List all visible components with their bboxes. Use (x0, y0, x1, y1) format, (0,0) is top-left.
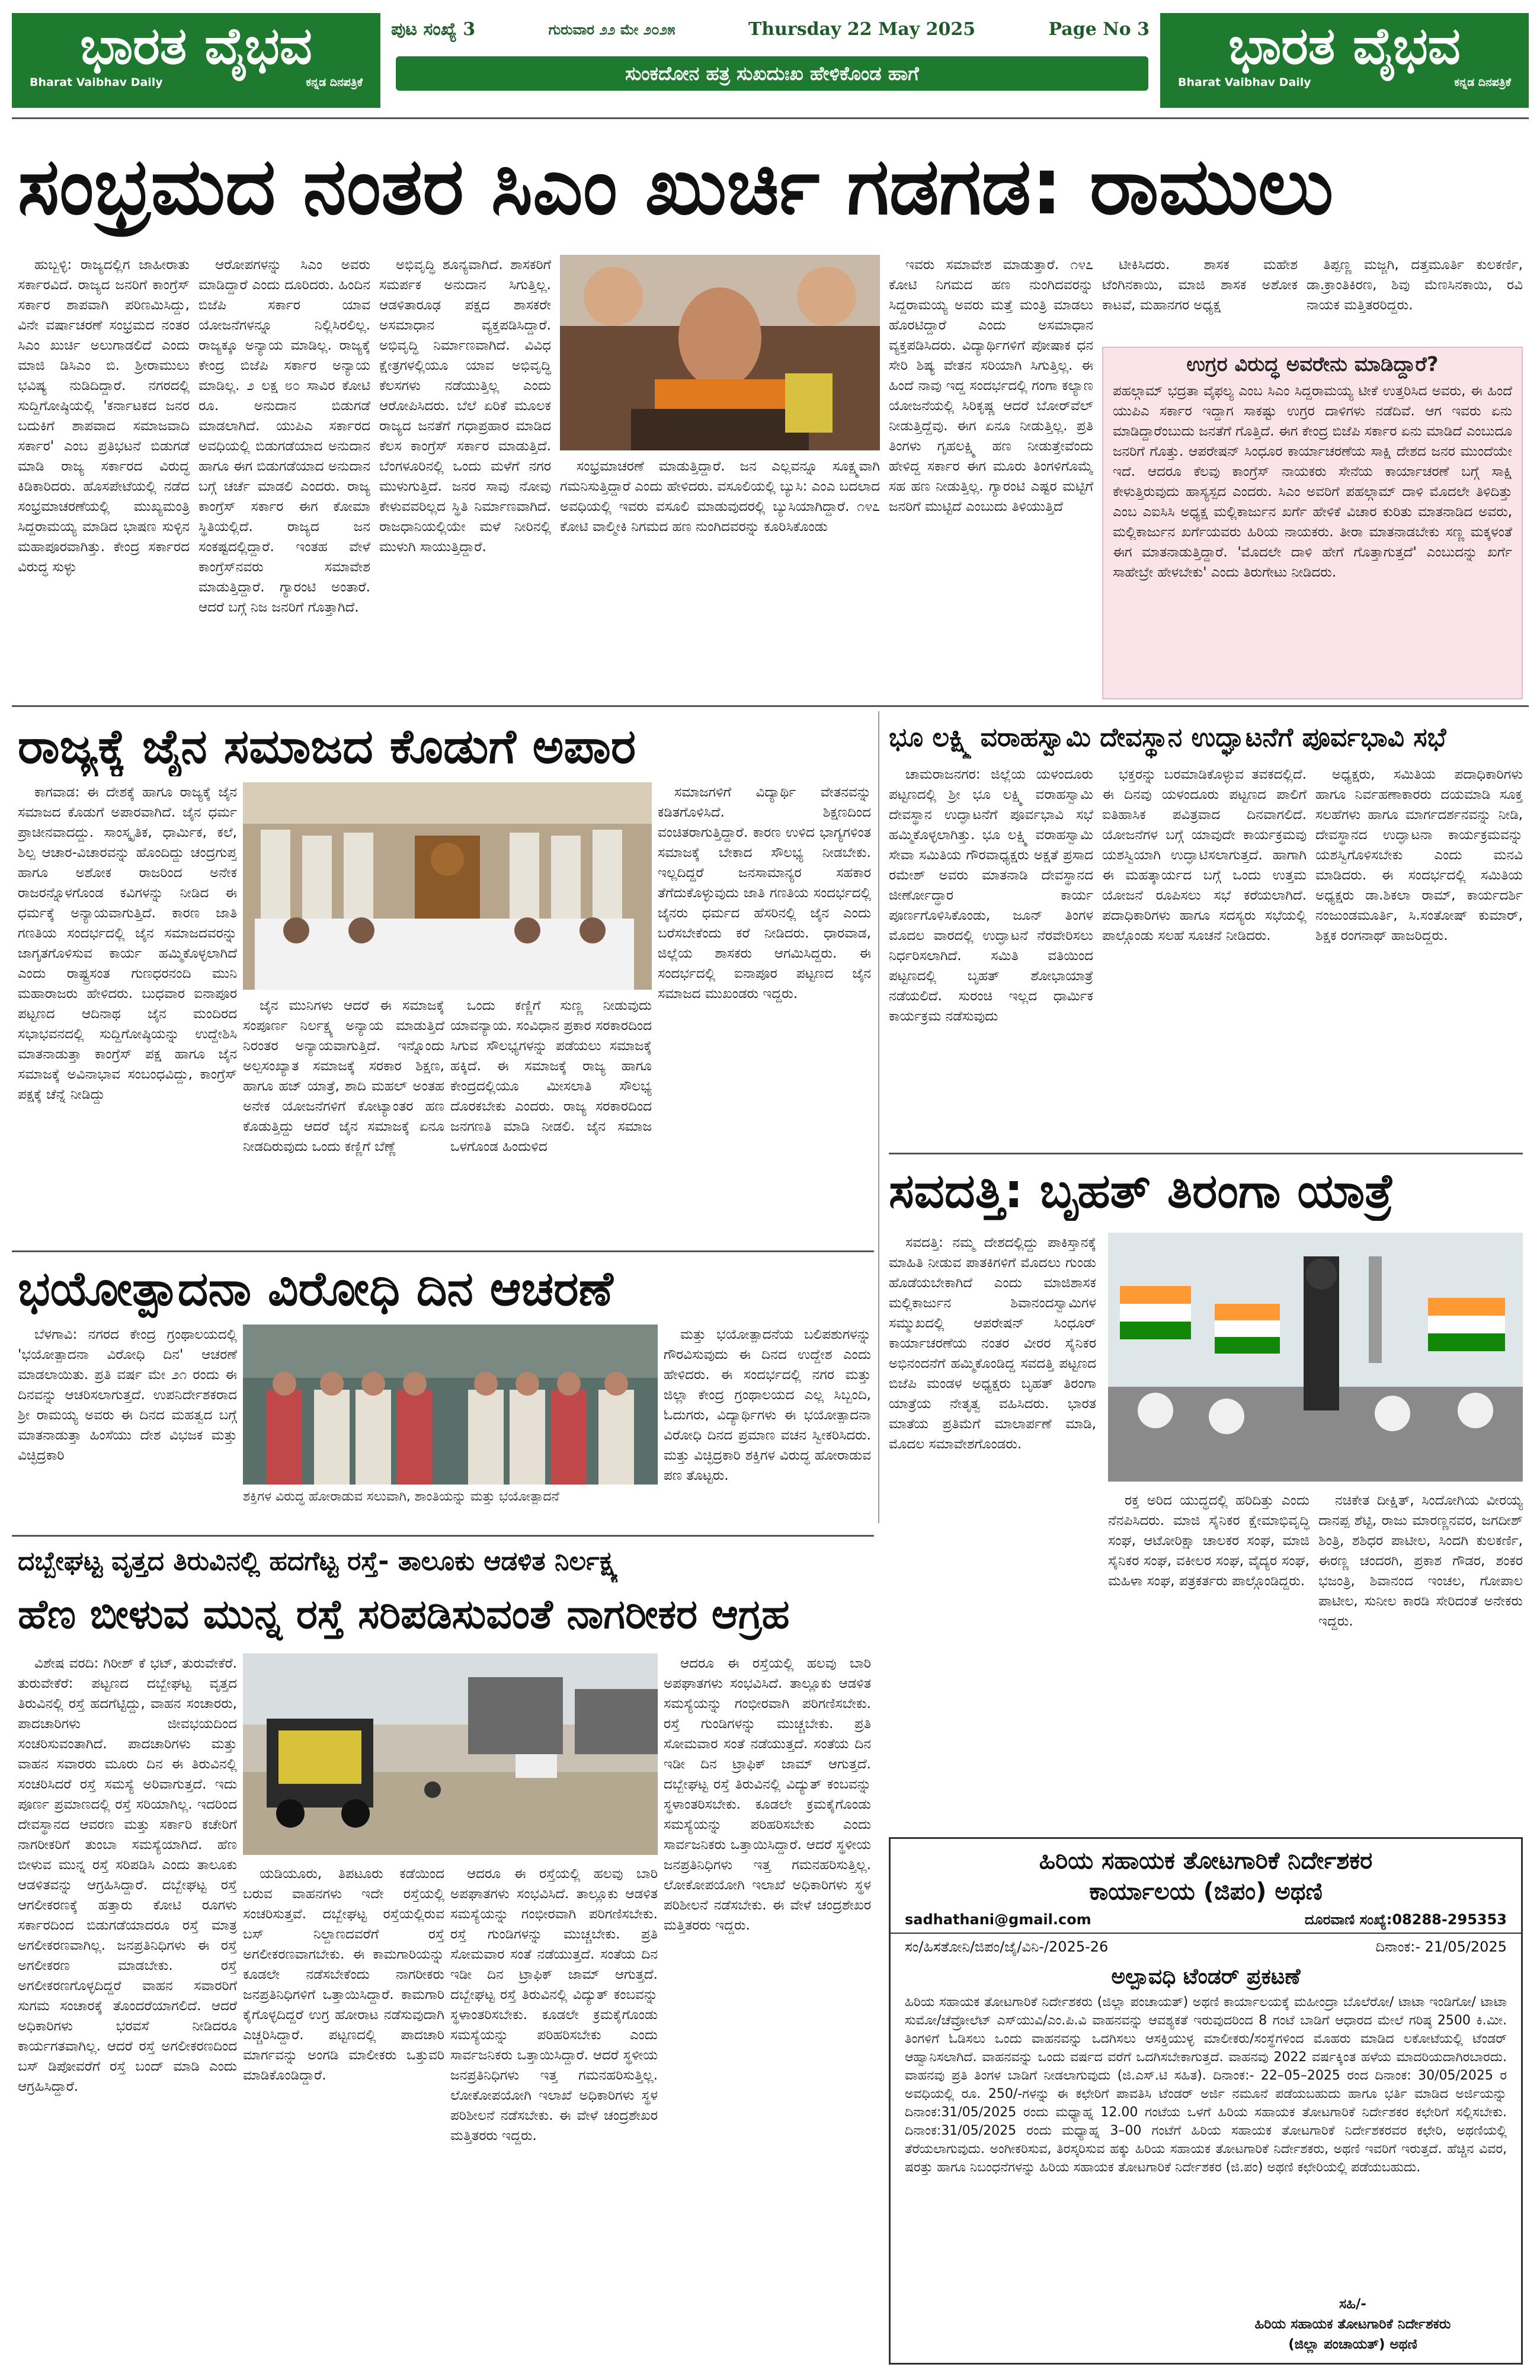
article4-col1-text: ಸವದತ್ತಿ: ನಮ್ಮ ದೇಶದಲ್ಲಿದ್ದು ಪಾಕಿಸ್ತಾನಕ್ಕೆ ಮಾಹಿತಿ ನೀಡುವ ಪಾತಕಿಗಳಿಗೆ ಮೊದಲು ಗುಂಡು ಹೊಡೆಯಬೇಕಾಗಿದೆ ಎಂದು ಮಾಜಿಶಾಸಕ ಮಲ್ಲಿಕಾರ್ಜುನ ಶಿವಾನಂದಸ್ವಾಮಿಗಳ ಸಮ್ಮುಖದಲ್ಲಿ ಆಪರೇಷನ್ ಸಿಂಧೂರ್ ಕಾರ್ಯಾಚರಣೆಯ ನಂತರ ವೀರರ ಸೈನಿಕರ ಅಭಿನಂದನೆಗೆ ಹಮ್ಮಿಕೊಂಡಿದ್ದ ಸವದತ್ತಿ ಪಟ್ಟಣದ ಬಿಜೆಪಿ ಮಂಡಳ ಅಧ್ಯಕ್ಷರು ಬೃಹತ್ ತಿರಂಗಾ ಯಾತ್ರೆಯ ನೇತೃತ್ವ ವಹಿಸಿದರು. ಭಾರತ ಮಾತೆಯ ಪ್ರತಿಮೆಗೆ ಮಾಲಾರ್ಪಣೆ ಮಾಡಿ, ಮೊದಲ ಸಮಾವೇಶಗೊಂಡರು. (889, 1235, 1096, 1452)
article2-headline: ರಾಜ್ಯಕ್ಕೆ ಜೈನ ಸಮಾಜದ ಕೊಡುಗೆ ಅಪಾರ (18, 719, 636, 774)
article1-col3-text: ಅಭಿವೃದ್ಧಿ ಶೂನ್ಯವಾಗಿದೆ. ಶಾಸಕರಿಗೆ ಸಮರ್ಪಕ ಅನುದಾನ ಸಿಗುತ್ತಿಲ್ಲ. ಆಡಳಿತಾರೂಢ ಪಕ್ಷದ ಶಾಸಕರೇ ಅಸಮಾಧಾನ ವ್ಯಕ್ತಪಡಿಸಿದ್ದಾರೆ. ಅಭಿವೃದ್ಧಿ ನಿರ್ಮಾಣವಾಗಿದೆ. ವಿವಿಧ ಕ್ಷೇತ್ರಗಳಲ್ಲಿಯೂ ಯಾವ ಅಭಿವೃದ್ಧಿ ಕೆಲಸಗಳು ನಡೆಯುತ್ತಿಲ್ಲ ಎಂದು ಆರೋಪಿಸಿದರು. ಬೆಲೆ ಏರಿಕೆ ಮೂಲಕ ರಾಜ್ಯದ ಜನತೆಗೆ ಗಧಾಪ್ರಹಾರ ಮಾಡಿದ ಕೆಲಸ ಕಾಂಗ್ರೆಸ್ ಸರ್ಕಾರ ಮಾಡುತ್ತಿದೆ. ಬೆಂಗಳೂರಿನಲ್ಲಿ ಒಂದು ಮಳೆಗೆ ನಗರ ಮುಳುಗುತ್ತಿದೆ. ಜನರ ಸಾವು ನೋವು ಕೇಳುವವರಿಲ್ಲದ ಸ್ಥಿತಿ ನಿರ್ಮಾಣವಾಗಿದೆ. ರಾಜಧಾನಿಯಲ್ಲಿಯೇ ಮಳೆ ನೀರಿನಲ್ಲಿ ಮುಳುಗಿ ಸಾಯುತ್ತಿದ್ದಾರೆ. (379, 257, 551, 555)
divider-3 (12, 1250, 874, 1252)
article5-photo (243, 1325, 658, 1485)
tender-notice (889, 1837, 1523, 2365)
tender-sign1: ಸಹಿ/- (1339, 2296, 1366, 2312)
article6-col4 (664, 1653, 871, 2365)
article6-headline1: ದಬ್ಬೇಘಟ್ಟ ವೃತ್ತದ ತಿರುವಿನಲ್ಲಿ ಹದಗೆಟ್ಟ ರಸ್ತೆ- ತಾಲೂಕು ಆಡಳಿತ ನಿರ್ಲಕ್ಷ್ಯ (18, 1546, 619, 1576)
date-kn: ಗುರುವಾರ ೨೨ ಮೇ ೨೦೨೫ (548, 20, 675, 38)
masthead-subtitle-right (1160, 76, 1529, 89)
page-number-kn: ಪುಟ ಸಂಖ್ಯೆ 3 (391, 18, 476, 40)
article2-col2-text: ಜೈನ ಮುನಿಗಳು ಆದರೆ ಈ ಸಮಾಜಕ್ಕೆ ಸಂಪೂರ್ಣ ನಿರ್ಲಕ್ಷ್ಯ ಅನ್ಯಾಯ ಮಾಡುತ್ತಿದೆ ನಿರಂತರ ಅನ್ಯಾಯವಾಗುತ್ತಿದೆ. ಇನ್ನೊಂದು ಅಲ್ಪಸಂಖ್ಯಾತ ಸಮಾಜಕ್ಕೆ ಸರಕಾರ ಶಿಕ್ಷಣ, ಹಾಗೂ ಹಜ್ ಯಾತ್ರೆ, ಶಾದಿ ಮಹಲ್ ಅಂತಹ ಅನೇಕ ಯೋಜನೆಗಳಿಗೆ ಕೋಟ್ಯಾಂತರ ಹಣ ಕೊಡುತ್ತಿದ್ದು ಆದರೆ ಜೈನ ಸಮಾಜಕ್ಕೆ ಏನೂ ನೀಡದಿರುವುದು ಒಂದು ಕಣ್ಣಿಗೆ ಬೆಣ್ಣೆ (243, 998, 444, 1154)
divider-vertical-1 (878, 711, 879, 1523)
article3-col2 (1102, 764, 1307, 1144)
article4-photo (1108, 1233, 1523, 1482)
tender-ref: ಸಂ/ಹಿಸತೋನಿ/ಜಿಪಂ/ಜೈ/ವಿನಿ-/2025-26 (905, 1938, 1109, 1955)
date-en: Thursday 22 May 2025 (748, 18, 976, 40)
tender-phone: ದೂರವಾಣಿ ಸಂಖ್ಯೆ:08288-295353 (1304, 1911, 1507, 1928)
article6-col4-text: ಆದರೂ ಈ ರಸ್ತೆಯಲ್ಲಿ ಹಲವು ಬಾರಿ ಅಪಘಾತಗಳು ಸಂಭವಿಸಿದೆ. ತಾಲ್ಲೂಕು ಆಡಳಿತ ಸಮಸ್ಯೆಯನ್ನು ಗಂಭೀರವಾಗಿ ಪರಿಗಣಿಸಬೇಕು. ರಸ್ತೆ ಗುಂಡಿಗಳನ್ನು ಮುಚ್ಚಬೇಕು. ಪ್ರತಿ ಸೋಮವಾರ ಸಂತೆ ನಡೆಯುತ್ತದೆ. ಸಂತೆಯ ದಿನ ಇಡೀ ದಿನ ಟ್ರಾಫಿಕ್ ಜಾಮ್ ಆಗುತ್ತದೆ. ದಬ್ಬೇಘಟ್ಟ ರಸ್ತೆ ತಿರುವಿನಲ್ಲಿ ವಿದ್ಯುತ್ ಕಂಬವನ್ನು ಸ್ಥಳಾಂತರಿಸಬೇಕು. ಕೂಡಲೇ ಕ್ರಮಕೈಗೊಂಡು ಸಮಸ್ಯೆಯನ್ನು ಪರಿಹರಿಸಬೇಕು ಎಂದು ಸಾರ್ವಜನಿಕರು ಒತ್ತಾಯಿಸಿದ್ದಾರೆ. ಆದರೆ ಸ್ಥಳೀಯ ಜನಪ್ರತಿನಿಧಿಗಳು ಇತ್ತ ಗಮನಹರಿಸುತ್ತಿಲ್ಲ. ಲೋಕೋಪಯೋಗಿ ಇಲಾಖೆ ಅಧಿಕಾರಿಗಳು ಸ್ಥಳ ಪರಿಶೀಲನೆ ನಡೆಸಬೇಕು. ಈ ವೇಳೆ ಚಂದ್ರಶೇಖರ ಮತ್ತಿತರರು ಇದ್ದರು. (664, 1656, 871, 1933)
article1-col5-text: ಇವರು ಸಮಾವೇಶ ಮಾಡುತ್ತಾರೆ. ೧೪೭ ಕೋಟಿ ನಿಗಮದ ಹಣ ನುಂಗಿದವರನ್ನು ಸಿದ್ದರಾಮಯ್ಯ ಅವರು ಮತ್ತೆ ಮಂತ್ರಿ ಮಾಡಲು ಹೊರಟಿದ್ದಾರೆ ಎಂದು ಅಸಮಾಧಾನ ವ್ಯಕ್ತಪಡಿಸಿದರು. ವಿದ್ಯಾರ್ಥಿಗಳಿಗೆ ಪೋಷಾಕ ಧನ ಸೇರಿ ಶಿಷ್ಯ ವೇತನ ಸರಿಯಾಗಿ ಸಿಗುತ್ತಿಲ್ಲ. ಈ ಹಿಂದೆ ನಾವು ಇದ್ದ ಸಂದರ್ಭದಲ್ಲಿ ಗಂಗಾ ಕಲ್ಯಾಣ ಯೋಜನೆಯಲ್ಲಿ ಸಿರಿಕೃಷ್ಣ ಆದರೆ ಬೋರ್‌ವೆಲ್ ನೀಡುತ್ತಿದ್ದೆವು. ಈಗ ಏನೂ ನೀಡುತ್ತಿಲ್ಲ. ಪ್ರತಿ ತಿಂಗಳು ಗೃಹಲಕ್ಷ್ಮಿ ಹಣ ನೀಡುತ್ತೇವೆಂದು ಹೇಳಿದ್ದ ಸರ್ಕಾರ ಈಗ ಮೂರು ತಿಂಗಳಿಗೊಮ್ಮೆ ಸಹ ಹಣ ನೀಡುತ್ತಿಲ್ಲ. ಗ್ಯಾರಂಟಿ ಎಷ್ಟರ ಮಟ್ಟಿಗೆ ಜನರಿಗೆ ಮುಟ್ಟಿದೆ ಎಂಬುದು ತಿಳಿಯುತ್ತಿದೆ (889, 257, 1093, 514)
article1-col6 (1102, 255, 1298, 338)
header-info (391, 14, 1150, 44)
article1-photo (560, 255, 880, 450)
article2-col3 (450, 996, 652, 1245)
article5-headline: ಭಯೋತ್ಪಾದನಾ ವಿರೋಧಿ ದಿನ ಆಚರಣೆ (18, 1261, 613, 1316)
masthead-sub-kn-right: ಕನ್ನಡ ದಿನಪತ್ರಿಕೆ (1454, 76, 1511, 89)
article5-caption: ಶಕ್ತಿಗಳ ವಿರುದ್ಧ ಹೋರಾಡುವ ಸಲುವಾಗಿ, ಶಾಂತಿಯನ್ನು ಮತ್ತು ಭಯೋತ್ಪಾದನೆ (243, 1489, 559, 1504)
article1-col6-text: ಟೀಕಿಸಿದರು. ಶಾಸಕ ಮಹೇಶ ಟೆಂಗಿನಕಾಯಿ, ಮಾಜಿ ಶಾಸಕ ಅಶೋಕ ಕಾಟವೆ, ಮಹಾನಗರ ಅಧ್ಯಕ್ಷ (1102, 257, 1298, 313)
article6-col1-text: ವಿಶೇಷ ವರದಿ: ಗಿರೀಶ್ ಕೆ ಭಟ್, ತುರುವೇಕೆರೆ. ತುರುವೇಕೆರೆ: ಪಟ್ಟಣದ ದಬ್ಬೇಘಟ್ಟ ವೃತ್ತದ ತಿರುವಿನಲ್ಲಿ ರಸ್ತೆ ಹದಗೆಟ್ಟಿದ್ದು, ವಾಹನ ಸಂಚಾರರು, ಪಾದಚಾರಿಗಳು ಜೀವಭಯದಿಂದ ಸಂಚರಿಸುವಂತಾಗಿದೆ. ಪಾದಚಾರಿಗಳು ಮತ್ತು ವಾಹನ ಸವಾರರು ಮೂರು ದಿನ ಈ ತಿರುವಿನಲ್ಲಿ ಸಂಚರಿಸಿದರೆ ರಸ್ತೆ ಸಮಸ್ಯೆ ಅರಿವಾಗುತ್ತದೆ. ಇದು ಪೂರ್ಣ ಪ್ರಮಾಣದಲ್ಲಿ ರಸ್ತೆ ಸರಿಯಾಗಿಲ್ಲ. ಇದರಿಂದ ದೇವಸ್ಥಾನದ ಆವರಣ ಮತ್ತು ಸರ್ಕಾರಿ ಕಚೇರಿಗೆ ನಾಗರೀಕರಿಗೆ ತುಂಬಾ ಸಮಸ್ಯೆಯಾಗಿದೆ. ಹೆಣ ಬೀಳುವ ಮುನ್ನ ರಸ್ತೆ ಸರಿಪಡಿಸಿ ಎಂದು ತಾಲೂಕು ಆಡಳಿತವನ್ನು ಆಗ್ರಹಿಸಿದ್ದಾರೆ. ದಬ್ಬೇಘಟ್ಟ ರಸ್ತೆ ಆಗಲೀಕರಣಕ್ಕೆ ಹತ್ತಾರು ಕೋಟಿ ರೂಗಳು ಸರ್ಕಾರದಿಂದ ಬಿಡುಗಡೆಯಾದರೂ ರಸ್ತೆ ಮಾತ್ರ ಅಗಲೀಕರಣವಾಗಿಲ್ಲ. ಜನಪ್ರತಿನಿಧಿಗಳು ಈ ರಸ್ತೆ ಅಗಲೀಕರಣ ಮಾಡಬೇಕು. ರಸ್ತೆ ಅಗಲೀಕರಣಗೊಳ್ಳದಿದ್ದರೆ ವಾಹನ ಸವಾರರಿಗೆ ಸುಗಮ ಸಂಚಾರಕ್ಕೆ ತೊಂದರೆಯಾಗಲಿದೆ. ಆದರೆ ಅಧಿಕಾರಿಗಳು ಭರವಸೆ ನೀಡಿದರೂ ಕಾರ್ಯಗತವಾಗಿಲ್ಲ. ಆದರೆ ರಸ್ತೆ ಅಗಲೀಕರಣದಿಂದ ಬಸ್ ಡಿಪೋವರೆಗೆ ರಸ್ತೆ ಬಂದ್ ಮಾಡಿ ಎಂದು ಆಗ್ರಹಿಸಿದ್ದಾರೆ. (18, 1656, 237, 2094)
article1-col1 (18, 255, 190, 699)
masthead-sub-kn: ಕನ್ನಡ ದಿನಪತ್ರಿಕೆ (306, 76, 363, 89)
masthead-right (1160, 13, 1529, 108)
article3-col1 (889, 764, 1093, 1144)
article1-col1-text: ಹುಬ್ಬಳ್ಳಿ: ರಾಜ್ಯದಲ್ಲಿಗ ಜಾಹೀರಾತು ಸರ್ಕಾರವಿದೆ. ರಾಜ್ಯದ ಜನರಿಗೆ ಕಾಂಗ್ರೆಸ್ ಸರ್ಕಾರ ಶಾಪವಾಗಿ ಪರಿಣಮಿಸಿದ್ದು, ವಿನೇ ವರ್ಷಾಚರಣೆ ಸಂಭ್ರಮದ ನಂತರ ಸಿಎಂ ಖುರ್ಚಿ ಅಲುಗಾಡಲಿದೆ ಎಂದು ಮಾಜಿ ಡಿಸಿಎಂ ಬಿ. ಶ್ರೀರಾಮುಲು ಭವಿಷ್ಯ ನುಡಿದಿದ್ದಾರೆ. ನಗರದಲ್ಲಿ ಸುದ್ದಿಗೋಷ್ಠಿಯಲ್ಲಿ 'ಕರ್ನಾಟಕದ ಜನರ ಬದುಕಿಗೆ ಶಾಪವಾದ ಸಮಾಜವಾದಿ ಸರ್ಕಾರ' ಎಂಬ ಪ್ರತಿಭಟನೆ ಬಿಡುಗಡೆ ಮಾಡಿ ರಾಜ್ಯ ಸರ್ಕಾರದ ವಿರುದ್ಧ ಕಿಡಿಕಾರಿದರು. ಹೊಸಪೇಟೆಯಲ್ಲಿ ನಡೆದ ಸಂಭ್ರಮಾಚರಣೆಯಲ್ಲಿ ಮುಖ್ಯಮಂತ್ರಿ ಸಿದ್ದರಾಮಯ್ಯ ಮಾಡಿದ ಭಾಷಣ ಸುಳ್ಳಿನ ಮಹಾಪೂರವಾಗಿತ್ತು. ಕೇಂದ್ರ ಸರ್ಕಾರದ ವಿರುದ್ಧ ಸುಳ್ಳು (18, 257, 190, 575)
article2-col3-text: ಒಂದು ಕಣ್ಣಿಗೆ ಸುಣ್ಣ ನೀಡುವುದು ಯಾವನ್ಯಾಯ. ಸಂವಿಧಾನ ಪ್ರಕಾರ ಸರಕಾರದಿಂದ ಸಿಗುವ ಸೌಲಭ್ಯಗಳನ್ನು ಪಡೆಯಲು ಸಮಾಜಕ್ಕೆ ಹಕ್ಕಿದೆ. ಈ ಸಮಾಜಕ್ಕೆ ರಾಜ್ಯ ಹಾಗೂ ಕೇಂದ್ರದಲ್ಲಿಯೂ ಮೀಸಲಾತಿ ಸೌಲಭ್ಯ ದೊರಕಬೇಕು ಎಂದರು. ರಾಜ್ಯ ಸರಕಾರದಿಂದ ಜನಗಣತಿ ಮಾಡಿ ನೀಡಲಿ. ಜೈನ ಸಮಾಜ ಒಳಗೊಂಡ ಹಿಂದುಳಿದ (450, 998, 652, 1154)
article1-col2 (198, 255, 370, 699)
article4-col3-text: ನಚಿಕೇತ ದೀಕ್ಷಿತ್, ಸಿಂದೋಗಿಯ ವೀರಯ್ಯ ದಾನಪ್ಪ ಶೆಟ್ಟಿ, ರಾಜು ಮಾರಣ್ಣನವರ, ಜಗದೀಶ್ ಶಿಂತ್ರಿ, ಶಶಿಧರ ಪಾಟೀಲ, ಸಿಂದಗಿ ಕುಲಕರ್ಣಿ, ಈರಣ್ಣ ಚಂದರಗಿ, ಪ್ರಕಾಶ ಗೌಡರ, ಶಂಕರ ಭಜಂತ್ರಿ, ಶಿವಾನಂದ ಇಂಚಲ, ಗೋಪಾಲ ಪಾಟೀಲ, ಸುನೀಲ ಕಾರಡಿ ಸೇರಿದಂತೆ ಅನೇಕರು ಇದ್ದರು. (1318, 1493, 1523, 1629)
article6-col1 (18, 1653, 237, 2365)
tender-date: ದಿನಾಂಕ:- 21/05/2025 (1375, 1938, 1507, 1955)
sidebar-box (1102, 347, 1523, 699)
tender-ref-row (891, 1938, 1521, 1955)
article2-col1-text: ಕಾಗವಾಡ: ಈ ದೇಶಕ್ಕೆ ಹಾಗೂ ರಾಜ್ಯಕ್ಕೆ ಜೈನ ಸಮಾಜದ ಕೊಡುಗೆ ಅಪಾರವಾಗಿದೆ. ಜೈನ ಧರ್ಮ ಪ್ರಾಚೀನವಾದದ್ದು. ಸಾಂಸ್ಕೃತಿಕ, ಧಾರ್ಮಿಕ, ಕಲೆ, ಶಿಲ್ಪ ಆಚಾರ-ವಿಚಾರವನ್ನು ಹೊಂದಿದ್ದು ಚಂದ್ರಗುಪ್ತ ಹಾಗೂ ಅಶೋಕ ರಾಜರಿಂದ ಅನೇಕ ರಾಜರನ್ನೊಳಗೊಂಡ ಕವಿಗಳನ್ನು ನೀಡಿದ ಈ ಧರ್ಮಕ್ಕೆ ಅನ್ಯಾಯವಾಗುತ್ತಿದೆ. ಕಾರಣ ಜಾತಿ ಗಣತಿಯ ಸಂದರ್ಭದಲ್ಲಿ ಜೈನ ಸಮಾಜದವರನ್ನು ಜಾಗೃತಗೊಳಿಸುವ ಕಾರ್ಯ ಹಮ್ಮಿಕೊಳ್ಳಲಾಗಿದೆ ಎಂದು ರಾಷ್ಟ್ರಸಂತ ಗುಣಧರನಂದಿ ಮುನಿ ಮಹಾರಾಜರು ಹೇಳಿದರು. ಬುಧವಾರ ಐನಾಪೂರ ಪಟ್ಟಣದ ಆದಿನಾಥ ಜೈನ ಮಂದಿರದ ಸಭಾಭವನದಲ್ಲಿ ಸುದ್ದಿಗೋಷ್ಠಿಯನ್ನು ಉದ್ದೇಶಿಸಿ ಮಾತನಾಡುತ್ತಾ ಕಾಂಗ್ರೆಸ್ ಪಕ್ಷ ಹಾಗೂ ಜೈನ ಸಮಾಜಕ್ಕೆ ಅವಿನಾಭಾವ ಸಂಬಂಧವಿದ್ದು, ಕಾಂಗ್ರೆಸ್ ಪಕ್ಷಕ್ಕೆ ಚೆನ್ನೆ ನೀಡಿದ್ದು (18, 785, 237, 1102)
article1-headline: ಸಂಭ್ರಮದ ನಂತರ ಸಿಎಂ ಖುರ್ಚಿ ಗಡಗಡ: ರಾಮುಲು (18, 141, 1334, 232)
article2-col2 (243, 996, 444, 1245)
article6-col2-text: ಯಡಿಯೂರು, ತಿಪಟೂರು ಕಡೆಯಿಂದ ಬರುವ ವಾಹನಗಳು ಇದೇ ರಸ್ತೆಯಲ್ಲಿ ಸಂಚರಿಸುತ್ತವೆ. ದಬ್ಬೇಘಟ್ಟ ರಸ್ತೆಯಲ್ಲಿರುವ ಬಸ್ ನಿಲ್ದಾಣದವರೆಗೆ ರಸ್ತೆ ಅಗಲೀಕರಣವಾಗಬೇಕು. ಈ ಕಾಮಗಾರಿಯನ್ನು ಕೂಡಲೇ ನಡೆಸಬೇಕೆಂದು ನಾಗರೀಕರು ಜನಪ್ರತಿನಿಧಿಗಳಿಗೆ ಒತ್ತಾಯಿಸಿದ್ದಾರೆ. ಕಾಮಗಾರಿ ಕೈಗೊಳ್ಳದಿದ್ದರೆ ಉಗ್ರ ಹೋರಾಟ ನಡೆಸುವುದಾಗಿ ಎಚ್ಚರಿಸಿದ್ದಾರೆ. ಪಟ್ಟಣದಲ್ಲಿ ಪಾದಚಾರಿ ಮಾರ್ಗವನ್ನು ಅಂಗಡಿ ಮಾಲೀಕರು ಒತ್ತುವರಿ ಮಾಡಿಕೊಂಡಿದ್ದಾರೆ. (243, 1866, 444, 2083)
slogan-banner: ಸುಂಕದೋನ ಹತ್ರ ಸುಖದುಃಖ ಹೇಳಿಕೊಂಡ ಹಾಗೆ (396, 56, 1148, 91)
speaker-photo (560, 255, 880, 450)
tender-body: ಹಿರಿಯ ಸಹಾಯಕ ತೋಟಗಾರಿಕೆ ನಿರ್ದೇಶಕರು (ಜಿಲ್ಲಾ ಪಂಚಾಯತ್) ಅಥಣಿ ಕಾರ್ಯಾಲಯಕ್ಕೆ ಮಹೀಂದ್ರಾ ಬೊಲೆರೋ/ ಟಾಟಾ ಇಂಡಿಗೋ/ ಟಾಟಾ ಸುಮೋ/ಚೆವ್ರೋಲೆಟ್ ಎಸ್‌ಯುವಿ/ಎಂ.ಪಿ.ವಿ ವಾಹನವನ್ನು ಆವಶ್ಯಕತೆ ಇರುವುದರಿಂದ 8 ಗಂಟೆ ಬಾಡಿಗೆ ಆಧಾರದ ಮೇಲೆ ಗರಿಷ್ಠ 2500 ಕಿ.ಮೀ. ತಿಂಗಳಿಗೆ ಓಡಿಸಲು ಒಂದು ವಾಹನವನ್ನು ಒದಗಿಸಲು ಆಸಕ್ತಿಯುಳ್ಳ ಮಾಲೀಕರು/ಸಂಸ್ಥೆಗಳಿಂದ ಮೊಹರು ಮಾಡಿದ ಲಕೋಟೆಯಲ್ಲಿ ಟೆಂಡರ್ ಆಹ್ವಾನಿಸಲಾಗಿದೆ. ವಾಹನವನ್ನು ಒಂದು ವರ್ಷದ ವರೆಗೆ ಒದಗಿಸಬೇಕಾಗುತ್ತದೆ. ವಾಹನವು 2022 ವರ್ಷಕ್ಕಿಂತ ಹಳೆಯ ಮಾದರಿಯದಾಗಿರಬಾರದು. ವಾಹನವು ಪ್ರತಿ ತಿಂಗಳ ಬಾಡಿಗೆ ನೀಡಲಾಗುವುದು (ಜಿ.ಎಸ್.ಟಿ ಸಹಿತ). ದಿನಾಂಕ:- 22–05–2025 ರಂದ ದಿನಾಂಕ: 30/05/2025 ರ ಅವಧಿಯಲ್ಲಿ ರೂ. 250/-ಗಳನ್ನು ಈ ಕಛೇರಿಗೆ ಪಾವತಿಸಿ ಟೆಂಡರ್ ಅರ್ಜಿ ನಮೂನೆ ಪಡೆಯಬಹುದು ಹಾಗೂ ಭರ್ತಿ ಮಾಡಿದ ಅರ್ಜಿಯನ್ನು ದಿನಾಂಕ:31/05/2025 ರಂದು ಮಧ್ಯಾಹ್ನ 12.00 ಗಂಟೆಯ ಒಳಗೆ ಹಿರಿಯ ಸಹಾಯಕ ತೋಟಗಾರಿಕೆ ನಿರ್ದೇಶಕರ ಕಛೇರಿಗೆ ಸಲ್ಲಿಸಬೇಕು. ದಿನಾಂಕ:31/05/2025 ರಂದು ಮಧ್ಯಾಹ್ನ 3–00 ಗಂಟೆಗೆ ಹಿರಿಯ ಸಹಾಯಕ ತೋಟಗಾರಿಕೆ ನಿರ್ದೇಶಕರವರ ಕಛೇರಿ, ಅಥಣಿಯಲ್ಲಿ ತೆರೆಯಲಾಗುವುದು. ಅಂಗೀಕರಿಸುವ, ತಿರಸ್ಕರಿಸುವ ಹಕ್ಕು ಹಿರಿಯ ಸಹಾಯಕ ತೋಟಗಾರಿಕೆ ನಿರ್ದೇಶಕರು, ಅಥಣಿ ಇವರಿಗೆ ಇರುತ್ತದೆ. ಹೆಚ್ಚಿನ ವಿವರ, ಷರತ್ತು ಹಾಗೂ ನಿಬಂಧನೆಗಳನ್ನು ಹಿರಿಯ ಸಹಾಯಕ ತೋಟಗಾರಿಕೆ ನಿರ್ದೇಶಕರ (ಜಿ.ಪಂ) ಅಥಣಿ ಕಛೇರಿಯಲ್ಲಿ ಪಡೆಯಬಹುದು. (905, 1995, 1507, 2175)
article3-col3 (1315, 764, 1523, 1144)
divider-2 (889, 1153, 1523, 1154)
article2-col1 (18, 782, 237, 1245)
masthead-sub-en: Bharat Vaibhav Daily (30, 76, 163, 89)
masthead-title: ಭಾರತ ವೈಭವ (80, 16, 312, 76)
tender-title: ಅಲ್ಪಾವಧಿ ಟೆಂಡರ್ ಪ್ರಕಟಣೆ (1111, 1965, 1301, 1989)
article2-col4-text: ಸಮಾಜಗಳಿಗೆ ವಿದ್ಯಾರ್ಥಿ ವೇತನವನ್ನು ಕಡಿತಗೊಳಿಸಿದೆ. ಶಿಕ್ಷಣದಿಂದ ವಂಚಿತರಾಗುತ್ತಿದ್ದಾರೆ. ಕಾರಣ ಉಳಿದ ಭಾಗ್ಯಗಳಿಂತ ಸಮಾಜಕ್ಕೆ ಬೇಕಾದ ಸೌಲಭ್ಯ ನೀಡಬೇಕು. ಇಲ್ಲದಿದ್ದರೆ ಜನಸಾಮಾನ್ಯರ ಸಹಕಾರ ತೆಗೆದುಕೊಳ್ಳುವುದು ಜಾತಿ ಗಣತಿಯ ಸಂದರ್ಭದಲ್ಲಿ ಜೈನರು ಧರ್ಮದ ಹೆಸರಿನಲ್ಲಿ ಜೈನ ಎಂದು ಬರೆಸಬೇಕೆಂದು ಕರೆ ನೀಡಿದರು. ಧಾರವಾಡ, ಜಿಲ್ಲೆಯ ಶಾಸಕರು ಆಗಮಿಸಿದ್ದರು. ಈ ಸಂದರ್ಭದಲ್ಲಿ ಐನಾಪೂರ ಪಟ್ಟಣದ ಜೈನ ಸಮಾಜದ ಮುಖಂಡರು ಇದ್ದರು. (658, 785, 871, 1002)
library-group-photo (243, 1325, 658, 1485)
sidebar-box-heading: ಉಗ್ರರ ವಿರುದ್ಧ ಅವರೇನು ಮಾಡಿದ್ದಾರೆ? (1186, 353, 1439, 376)
article6-photo (243, 1653, 658, 1855)
article4-col1 (889, 1233, 1096, 1825)
article6-col2 (243, 1864, 444, 2365)
masthead-title-right: ಭಾರತ ವೈಭವ (1228, 16, 1461, 76)
article6-col3-text: ಆದರೂ ಈ ರಸ್ತೆಯಲ್ಲಿ ಹಲವು ಬಾರಿ ಅಪಘಾತಗಳು ಸಂಭವಿಸಿದೆ. ತಾಲ್ಲೂಕು ಆಡಳಿತ ಸಮಸ್ಯೆಯನ್ನು ಗಂಭೀರವಾಗಿ ಪರಿಗಣಿಸಬೇಕು. ರಸ್ತೆ ಗುಂಡಿಗಳನ್ನು ಮುಚ್ಚಬೇಕು. ಪ್ರತಿ ಸೋಮವಾರ ಸಂತೆ ನಡೆಯುತ್ತದೆ. ಸಂತೆಯ ದಿನ ಇಡೀ ದಿನ ಟ್ರಾಫಿಕ್ ಜಾಮ್ ಆಗುತ್ತದೆ. ದಬ್ಬೇಘಟ್ಟ ರಸ್ತೆ ತಿರುವಿನಲ್ಲಿ ವಿದ್ಯುತ್ ಕಂಬವನ್ನು ಸ್ಥಳಾಂತರಿಸಬೇಕು. ಕೂಡಲೇ ಕ್ರಮಕೈಗೊಂಡು ಸಮಸ್ಯೆಯನ್ನು ಪರಿಹರಿಸಬೇಕು ಎಂದು ಸಾರ್ವಜನಿಕರು ಒತ್ತಾಯಿಸಿದ್ದಾರೆ. ಆದರೆ ಸ್ಥಳೀಯ ಜನಪ್ರತಿನಿಧಿಗಳು ಇತ್ತ ಗಮನಹರಿಸುತ್ತಿಲ್ಲ. ಲೋಕೋಪಯೋಗಿ ಇಲಾಖೆ ಅಧಿಕಾರಿಗಳು ಸ್ಥಳ ಪರಿಶೀಲನೆ ನಡೆಸಬೇಕು. ಈ ವೇಳೆ ಚಂದ್ರಶೇಖರ ಮತ್ತಿತರರು ಇದ್ದರು. (450, 1866, 658, 2144)
article2-photo (243, 782, 652, 990)
article1-col7-text: ತಿಪ್ಪಣ್ಣ ಮಜ್ಜಗಿ, ದತ್ತಮೂರ್ತಿ ಕುಲಕರ್ಣಿ, ಡಾ.ಕ್ರಾಂತಿಕಿರಣ, ಶಿವು ಮೆಣಸಿನಕಾಯಿ, ರವಿ ನಾಯಕ ಮತ್ತಿತರರಿದ್ದರು. (1307, 257, 1523, 313)
article5-col2-text: ಮತ್ತು ಭಯೋತ್ಪಾದನೆಯ ಬಲಿಪಶುಗಳನ್ನು ಗೌರವಿಸುವುದು ಈ ದಿನದ ಉದ್ದೇಶ ಎಂದು ಹೇಳಿದರು. ಈ ಸಂದರ್ಭದಲ್ಲಿ ನಗರ ಮತ್ತು ಜಿಲ್ಲಾ ಕೇಂದ್ರ ಗ್ರಂಥಾಲಯದ ಎಲ್ಲ ಸಿಬ್ಬಂದಿ, ಓದುಗರು, ವಿದ್ಯಾರ್ಥಿಗಳು ಈ ಭಯೋತ್ಪಾದನಾ ವಿರೋಧಿ ದಿನದ ಪ್ರಮಾಣ ವಚನ ಸ್ವೀಕರಿಸಿದರು. ಮತ್ತು ವಿಚ್ಛಿದ್ರಕಾರಿ ಶಕ್ತಿಗಳ ವಿರುದ್ಧ ಹೋರಾಡುವ ಪಣ ತೊಟ್ಟರು. (664, 1327, 871, 1483)
masthead-left (12, 13, 380, 108)
article4-headline: ಸವದತ್ತಿ: ಬೃಹತ್ ತಿರಂಗಾ ಯಾತ್ರೆ (889, 1163, 1394, 1218)
tender-office-line1: ಹಿರಿಯ ಸಹಾಯಕ ತೋಟಗಾರಿಕೆ ನಿರ್ದೇಶಕರ (1039, 1847, 1373, 1874)
article5-col1 (18, 1325, 237, 1526)
article5-col1-text: ಬೆಳಗಾವಿ: ನಗರದ ಕೇಂದ್ರ ಗ್ರಂಥಾಲಯದಲ್ಲಿ 'ಭಯೋತ್ಪಾದನಾ ವಿರೋಧಿ ದಿನ' ಆಚರಣೆ ಮಾಡಲಾಯಿತು. ಪ್ರತಿ ವರ್ಷ ಮೇ ೨೧ ರಂದು ಈ ದಿನವನ್ನು ಆಚರಿಸಲಾಗುತ್ತದೆ. ಉಪನಿರ್ದೇಶಕರಾದ ಶ್ರೀ ರಾಮಯ್ಯ ಅವರು ಈ ದಿನದ ಮಹತ್ವದ ಬಗ್ಗೆ ಮಾತನಾಡುತ್ತಾ ಹಿಂಸೆಯು ದೇಶ ವಿಭಜಕ ಮತ್ತು ವಿಚ್ಛಿದ್ರಕಾರಿ (18, 1327, 237, 1463)
page-number-en: Page No 3 (1048, 18, 1150, 40)
article3-col3-text: ಅಧ್ಯಕ್ಷರು, ಸಮಿತಿಯ ಪದಾಧಿಕಾರಿಗಳು ಹಾಗೂ ನಿರ್ವಹಣಾಕಾರರು ದಯಮಾಡಿ ಸೂಕ್ತ ಸಲಹೆಗಳು ಹಾಗೂ ಮಾರ್ಗದರ್ಶನವನ್ನು ನೀಡಿ, ದೇವಸ್ಥಾನದ ಉದ್ಘಾಟನಾ ಕಾರ್ಯಕ್ರಮವನ್ನು ಯಶಸ್ವಿಗೊಳಿಸಬೇಕು ಎಂದು ಮನವಿ ಮಾಡಿದರು. ಈ ಸಂದರ್ಭದಲ್ಲಿ ಸಮಿತಿಯ ಅಧ್ಯಕ್ಷರು ಡಾ.ಶಿಕಲಾ ರಾಮ್, ಕಾರ್ಯದರ್ಶಿ ನಂಜುಂಡಮೂರ್ತಿ, ಸಿ.ಸಂತೋಷ್ ಕುಮಾರ್, ಶಿಕ್ಷಕ ರಂಗನಾಥ್ ಹಾಜರಿದ್ದರು. (1315, 767, 1523, 943)
masthead-divider (12, 117, 1529, 119)
article2-col4 (658, 782, 871, 1245)
article1-col3 (379, 255, 551, 699)
article1-col7 (1307, 255, 1523, 338)
article3-headline: ಭೂ ಲಕ್ಷ್ಮಿ ವರಾಹಸ್ವಾಮಿ ದೇವಸ್ಥಾನ ಉದ್ಘಾಟನೆಗೆ ಪೂರ್ವಭಾವಿ ಸಭೆ (889, 722, 1446, 753)
article6-col3 (450, 1864, 658, 2365)
tender-contact-row (891, 1905, 1521, 1928)
article1-col2-text: ಆರೋಪಗಳನ್ನು ಸಿಎಂ ಅವರು ಮಾಡಿದ್ದಾರೆ ಎಂದು ದೂರಿದರು. ಹಿಂದಿನ ಬಿಜೆಪಿ ಸರ್ಕಾರ ಯಾವ ಯೋಜನೆಗಳನ್ನೂ ನಿಲ್ಲಿಸಿರಲಿಲ್ಲ. ರಾಜ್ಯಕ್ಕೂ ಅನ್ಯಾಯ ಮಾಡಿಲ್ಲ. ರಾಜ್ಯಕ್ಕೆ ಕೇಂದ್ರ ಬಿಜೆಪಿ ಸರ್ಕಾರ ಅನ್ಯಾಯ ಮಾಡಿಲ್ಲ. ೨ ಲಕ್ಷ ೮೦ ಸಾವಿರ ಕೋಟಿ ರೂ. ಅನುದಾನ ಬಿಡುಗಡೆ ಮಾಡಲಾಗಿದೆ. ಯುಪಿಎ ಸರ್ಕಾರದ ಅವಧಿಯಲ್ಲಿ ಬಿಡುಗಡೆಯಾದ ಅನುದಾನ ಹಾಗೂ ಈಗ ಬಿಡುಗಡೆಯಾದ ಅನುದಾನ ಬಗ್ಗೆ ಚರ್ಚೆ ಮಾಡಲಿ ಎಂದರು. ರಾಜ್ಯ ಕಾಂಗ್ರೆಸ್ ಸರ್ಕಾರ ಈಗ ಕೋಮಾ ಸ್ಥಿತಿಯಲ್ಲಿದೆ. ರಾಜ್ಯದ ಜನ ಸಂಕಷ್ಟದಲ್ಲಿದ್ದಾರೆ. ಇಂತಹ ವೇಳೆ ಕಾಂಗ್ರೆಸ್‌ನವರು ಸಮಾವೇಶ ಮಾಡುತ್ತಿದ್ದಾರೆ. ಗ್ಯಾರಂಟಿ ಅಂತಾರೆ. ಆದರೆ ಬಗ್ಗೆ ನಿಜ ಜನರಿಗೆ ಗೊತ್ತಾಗಿದೆ. (198, 257, 370, 615)
masthead-subtitle (12, 76, 380, 89)
article4-col3 (1318, 1490, 1523, 1825)
article4-col2 (1108, 1490, 1310, 1825)
article5-col2 (664, 1325, 871, 1526)
road-photo (243, 1653, 658, 1855)
article6-headline2: ಹೆಣ ಬೀಳುವ ಮುನ್ನ ರಸ್ತೆ ಸರಿಪಡಿಸುವಂತೆ ನಾಗರೀಕರ ಆಗ್ರಹ (18, 1591, 790, 1638)
tender-sign3: (ಜಿಲ್ಲಾ ಪಂಚಾಯತ್) ಅಥಣಿ (1288, 2337, 1417, 2352)
article1-col5 (889, 255, 1093, 699)
tender-email[interactable]: sadhathani@gmail.com (905, 1911, 1091, 1928)
divider-4 (12, 1535, 874, 1537)
article3-col2-text: ಭಕ್ತರನ್ನು ಬರಮಾಡಿಕೊಳ್ಳುವ ತವಕದಲ್ಲಿದೆ. ಈ ದಿನವು ಯಳಂದೂರು ಪಟ್ಟಣದ ಪಾಲಿಗೆ ಐತಿಹಾಸಿಕ ಪವಿತ್ರವಾದ ದಿನವಾಗಲಿದೆ. ಯೋಜನೆಗಳ ಬಗ್ಗೆ ಯಾವುದೇ ಕಾರ್ಯಕ್ರಮವು ಯಶಸ್ವಿಯಾಗಿ ಉದ್ಘಾಟಿಸಲಾಗುತ್ತದೆ. ಹಾಗಾಗಿ ಈ ಮಹತ್ಕಾರ್ಯದ ಬಗ್ಗೆ ಒಂದು ಉತ್ತಮ ಯೋಜನೆ ರೂಪಿಸಲು ಸಭೆ ಕರೆಯಲಾಗಿದೆ. ಪದಾಧಿಕಾರಿಗಳು ಹಾಗೂ ಸದಸ್ಯರು ಸಭೆಯಲ್ಲಿ ಪಾಲ್ಗೊಂಡು ಸಲಹೆ ಸೂಚನೆ ನೀಡಿದರು. (1102, 767, 1307, 943)
article3-col1-text: ಚಾಮರಾಜನಗರ: ಜಿಲ್ಲೆಯ ಯಳಂದೂರು ಪಟ್ಟಣದಲ್ಲಿ ಶ್ರೀ ಭೂ ಲಕ್ಷ್ಮಿ ವರಾಹಸ್ವಾಮಿ ದೇವಸ್ಥಾನ ಉದ್ಘಾಟನೆಗೆ ಪೂರ್ವಭಾವಿ ಸಭೆ ಹಮ್ಮಿಕೊಳ್ಳಲಾಗಿತ್ತು. ಭೂ ಲಕ್ಷ್ಮಿ ವರಾಹಸ್ವಾಮಿ ಸೇವಾ ಸಮಿತಿಯ ಗೌರವಾಧ್ಯಕ್ಷರು ಅಕ್ಷತೆ ಪ್ರಸಾದ ರಮೇಶ್ ಅವರು ಮಾತನಾಡಿ ದೇವಸ್ಥಾನದ ಜೀರ್ಣೋದ್ಧಾರ ಕಾರ್ಯ ಪೂರ್ಣಗೊಳಿಸಿಕೊಂಡು, ಜೂನ್ ತಿಂಗಳ ಮೊದಲ ವಾರದಲ್ಲಿ ಉದ್ಘಾಟನೆ ನೆರವೇರಿಸಲು ನಿರ್ಧರಿಸಲಾಗಿದೆ. ಸಮಿತಿ ವತಿಯಿಂದ ಪಟ್ಟಣದಲ್ಲಿ ಬೃಹತ್ ಶೋಭಾಯಾತ್ರೆ ನಡೆಯಲಿದೆ. ಸುರಂಚಿ ಇಲ್ಲದ ಧಾರ್ಮಿಕ ಕಾರ್ಯಕ್ರಮ ನಡೆಸುವುದು (889, 767, 1093, 1024)
masthead-sub-en-right: Bharat Vaibhav Daily (1178, 76, 1311, 89)
article1-col4 (560, 456, 880, 699)
sidebar-box-body: ಪಹಲ್ಗಾಮ್ ಭದ್ರತಾ ವೈಫಲ್ಯ ಎಂಬ ಸಿಎಂ ಸಿದ್ದರಾಮಯ್ಯ ಟೀಕೆ ಉತ್ತರಿಸಿದ ಅವರು, ಈ ಹಿಂದೆ ಯುಪಿಎ ಸರ್ಕಾರ ಇದ್ದಾಗ ಸಾಕಷ್ಟು ಉಗ್ರರ ದಾಳಿಗಳು ನಡೆದಿವೆ. ಆಗ ಇವರು ಏನು ಮಾಡಿದ್ದಾರೆಂಬುದು ಜನತೆಗೆ ಗೊತ್ತಿದೆ. ಈಗ ಕೇಂದ್ರ ಬಿಜೆಪಿ ಸರ್ಕಾರ ಏನು ಮಾಡಿದೆ ಎಂಬುದೂ ಜನರಿಗೆ ಗೊತ್ತು. ಆಪರೇಷನ್ ಸಿಂಧೂರ ಕಾರ್ಯಾಚರಣೆಯ ಸಾಕ್ಷಿ ದೇಶದ ಜನರ ಮುಂದೆಯೇ ಇದೆ. ಆದರೂ ಕೆಲವು ಕಾಂಗ್ರೆಸ್ ನಾಯಕರು ಸೇನೆಯ ಕಾರ್ಯಾಚರಣೆ ಬಗ್ಗೆ ಸಾಕ್ಷಿ ಕೇಳುತ್ತಿರುವುದು ಹಾಸ್ಯಸ್ಪದ ಎಂದರು. ಸಿಎಂ ಅವರಿಗೆ ಪಹಲ್ಗಾಮ್ ದಾಳಿ ಮೊದಲೇ ತಿಳಿದಿತ್ತು ಎಂಬ ಎಐಸಿಸಿ ಅಧ್ಯಕ್ಷ ಮಲ್ಲಿಕಾರ್ಜುನ ಖರ್ಗೆ ಹೇಳಿಕೆ ವಿಚಾರ ಕುರಿತು ಮಾತನಾಡಿದ ಅವರು, ಮಲ್ಲಿಕಾರ್ಜುನ ಖರ್ಗೆಯವರು ಹಿರಿಯ ನಾಯಕರು. ತೀರಾ ಮಾತನಾಡಬೇಕು ಸಣ್ಣ ಮಕ್ಕಳಂತೆ ಈಗ ಮಾತನಾಡುತ್ತಿದ್ದಾರೆ. 'ಮೊದಲೇ ದಾಳಿ ಹೇಗೆ ಗೊತ್ತಾಗುತ್ತದೆ' ಎಂಬುದನ್ನು ಖರ್ಗೆ ಸಾಹೇಬ್ರೇ ಹೇಳಬೇಕು' ಎಂದು ತಿರುಗೇಟು ನೀಡಿದರು. (1113, 383, 1512, 580)
article1-col4-text: ಸಂಭ್ರಮಾಚರಣೆ ಮಾಡುತ್ತಿದ್ದಾರೆ. ಜನ ಎಲ್ಲವನ್ನೂ ಸೂಕ್ಷ್ಮವಾಗಿ ಗಮನಿಸುತ್ತಿದ್ದಾರೆ ಎಂದು ಹೇಳಿದರು. ವಸೂಲಿಯಲ್ಲಿ ಬ್ಯುಸಿ: ಎಂಎ ಬದಲಾದ ಅವಧಿಯಲ್ಲಿ ಇವರು ವಸೂಲಿ ಮಾಡುವುದರಲ್ಲಿ ಬ್ಯುಸಿಯಾಗಿದ್ದಾರೆ. ೧೪೭ ಕೋಟಿ ವಾಲ್ಮೀಕಿ ನಿಗಮದ ಹಣ ನುಂಗಿದವರನ್ನು ಕೂರಿಸಿಕೊಂಡು (560, 459, 880, 535)
divider-1 (12, 705, 1529, 707)
tender-sign2: ಹಿರಿಯ ಸಹಾಯಕ ತೋಟಗಾರಿಕೆ ನಿರ್ದೇಶಕರು (1254, 2317, 1451, 2332)
tender-office-line2: ಕಾರ್ಯಾಲಯ (ಜಿಪಂ) ಅಥಣಿ (1089, 1878, 1323, 1905)
tiranga-rally-photo (1108, 1233, 1523, 1482)
article4-col2-text: ರಕ್ತ ಅರಿದ ಯುದ್ಧದಲ್ಲಿ ಹರಿದಿತ್ತು ಎಂದು ನೆನಪಿಸಿದರು. ಮಾಜಿ ಸೈನಿಕರ ಕ್ಷೇಮಾಭಿವೃದ್ಧಿ ಸಂಘ, ಆಟೋರಿಕ್ಷಾ ಚಾಲಕರ ಸಂಘ, ಮಾಜಿ ಸೈನಿಕರ ಸಂಘ, ವಕೀಲರ ಸಂಘ, ವೈದ್ಯರ ಸಂಘ, ಮಹಿಳಾ ಸಂಘ, ಪತ್ರಕರ್ತರು ಪಾಲ್ಗೊಂಡಿದ್ದರು. (1108, 1493, 1310, 1589)
jain-meeting-photo (243, 782, 652, 990)
tender-sign (1199, 2294, 1507, 2355)
